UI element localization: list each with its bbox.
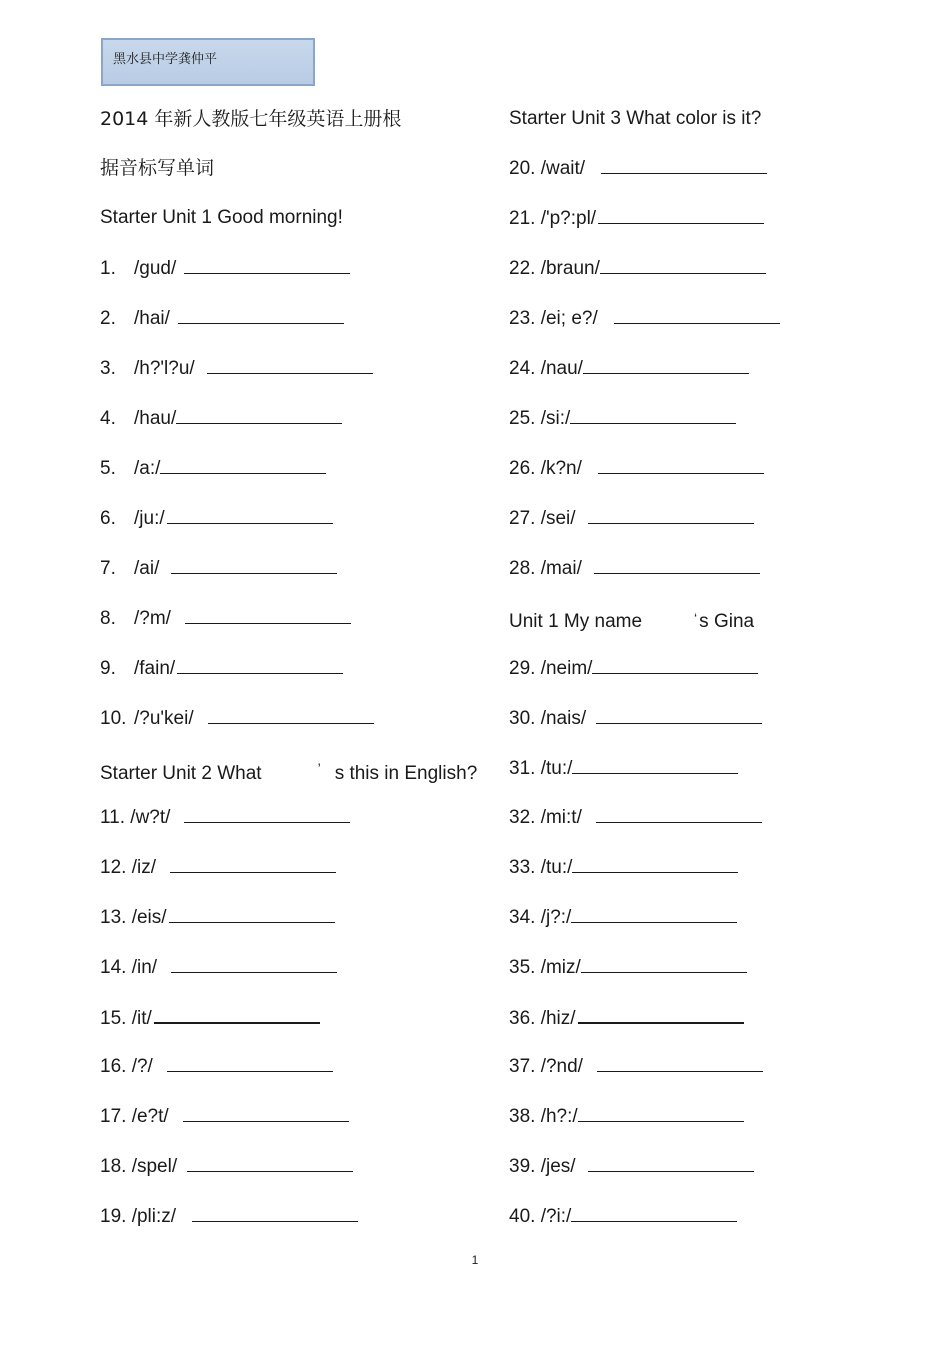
answer-blank[interactable]	[571, 1203, 737, 1222]
exercise-item-35: 35. /miz/	[509, 954, 747, 980]
exercise-item-23: 23. /ei; e?/	[509, 305, 780, 331]
exercise-item-34: 34. /j?:/	[509, 904, 737, 930]
answer-blank[interactable]	[578, 1103, 744, 1122]
section-heading-unit-1: Unit 1 My name ‘ s Gina	[509, 610, 755, 632]
answer-blank[interactable]	[572, 854, 738, 873]
answer-blank[interactable]	[160, 455, 326, 474]
exercise-item-26: 26. /k?n/	[509, 455, 764, 481]
answer-blank[interactable]	[588, 505, 754, 524]
exercise-item-15: 15. /it/	[100, 1004, 320, 1030]
exercise-item-9: 9. /fain/	[100, 655, 343, 681]
answer-blank[interactable]	[187, 1153, 353, 1172]
author-stamp: 黑水县中学龚仲平	[101, 38, 315, 86]
exercise-item-28: 28. /mai/	[509, 555, 760, 581]
answer-blank[interactable]	[588, 1153, 754, 1172]
exercise-item-12: 12. /iz/	[100, 854, 336, 880]
exercise-item-27: 27. /sei/	[509, 505, 754, 531]
exercise-item-5: 5. /a:/	[100, 455, 326, 481]
answer-blank[interactable]	[600, 255, 766, 274]
answer-blank[interactable]	[178, 305, 344, 324]
exercise-item-4: 4. /hau/	[100, 405, 342, 431]
exercise-item-11: 11. /w?t/	[100, 804, 350, 830]
exercise-item-8: 8. /?m/	[100, 605, 351, 631]
answer-blank[interactable]	[184, 804, 350, 823]
answer-blank[interactable]	[176, 405, 342, 424]
answer-blank[interactable]	[167, 1053, 333, 1072]
answer-blank[interactable]	[581, 954, 747, 973]
section-heading-starter-unit-1: Starter Unit 1 Good morning!	[100, 207, 343, 228]
exercise-item-36: 36. /hiz/	[509, 1004, 744, 1030]
answer-blank[interactable]	[578, 1004, 744, 1024]
exercise-item-30: 30. /nais/	[509, 705, 762, 731]
exercise-item-19: 19. /pli:z/	[100, 1203, 358, 1229]
exercise-item-17: 17. /e?t/	[100, 1103, 349, 1129]
answer-blank[interactable]	[207, 355, 373, 374]
answer-blank[interactable]	[572, 755, 738, 774]
exercise-item-13: 13. /eis/	[100, 904, 335, 930]
exercise-item-3: 3. /h?'l?u/	[100, 355, 373, 381]
exercise-item-32: 32. /mi:t/	[509, 804, 762, 830]
answer-blank[interactable]	[614, 305, 780, 324]
exercise-item-40: 40. /?i:/	[509, 1203, 737, 1229]
exercise-item-25: 25. /si:/	[509, 405, 736, 431]
answer-blank[interactable]	[596, 705, 762, 724]
exercise-item-38: 38. /h?:/	[509, 1103, 744, 1129]
exercise-item-18: 18. /spel/	[100, 1153, 353, 1179]
answer-blank[interactable]	[169, 904, 335, 923]
answer-blank[interactable]	[192, 1203, 358, 1222]
answer-blank[interactable]	[597, 1053, 763, 1072]
worksheet-title-line2: 据音标写单词	[100, 157, 215, 179]
answer-blank[interactable]	[596, 804, 762, 823]
exercise-item-7: 7. /ai/	[100, 555, 337, 581]
exercise-item-20: 20. /wait/	[509, 155, 767, 181]
page-number: 1	[471, 1253, 479, 1267]
answer-blank[interactable]	[185, 605, 351, 624]
answer-blank[interactable]	[171, 954, 337, 973]
answer-blank[interactable]	[177, 655, 343, 674]
answer-blank[interactable]	[598, 455, 764, 474]
exercise-item-24: 24. /nau/	[509, 355, 749, 381]
worksheet-title-line1: 2014 年新人教版七年级英语上册根	[100, 108, 402, 130]
answer-blank[interactable]	[592, 655, 758, 674]
exercise-item-2: 2. /hai/	[100, 305, 344, 331]
answer-blank[interactable]	[167, 505, 333, 524]
exercise-item-33: 33. /tu:/	[509, 854, 738, 880]
answer-blank[interactable]	[183, 1103, 349, 1122]
answer-blank[interactable]	[583, 355, 749, 374]
exercise-item-14: 14. /in/	[100, 954, 337, 980]
answer-blank[interactable]	[571, 904, 737, 923]
exercise-item-6: 6. /ju:/	[100, 505, 333, 531]
exercise-item-29: 29. /neim/	[509, 655, 758, 681]
exercise-item-22: 22. /braun/	[509, 255, 766, 281]
answer-blank[interactable]	[154, 1004, 320, 1024]
answer-blank[interactable]	[170, 854, 336, 873]
exercise-item-16: 16. /?/	[100, 1053, 333, 1079]
answer-blank[interactable]	[184, 255, 350, 274]
answer-blank[interactable]	[594, 555, 760, 574]
exercise-item-10: 10. /?u'kei/	[100, 705, 374, 731]
exercise-item-39: 39. /jes/	[509, 1153, 754, 1179]
exercise-item-21: 21. /'p?:pl/	[509, 205, 764, 231]
exercise-item-1: 1. /gud/	[100, 255, 350, 281]
answer-blank[interactable]	[208, 705, 374, 724]
exercise-item-37: 37. /?nd/	[509, 1053, 763, 1079]
exercise-item-31: 31. /tu:/	[509, 755, 738, 781]
section-heading-starter-unit-3: Starter Unit 3 What color is it?	[509, 108, 762, 129]
answer-blank[interactable]	[570, 405, 736, 424]
answer-blank[interactable]	[601, 155, 767, 174]
section-heading-starter-unit-2: Starter Unit 2 What ’ s this in English?	[100, 760, 478, 784]
answer-blank[interactable]	[171, 555, 337, 574]
answer-blank[interactable]	[598, 205, 764, 224]
